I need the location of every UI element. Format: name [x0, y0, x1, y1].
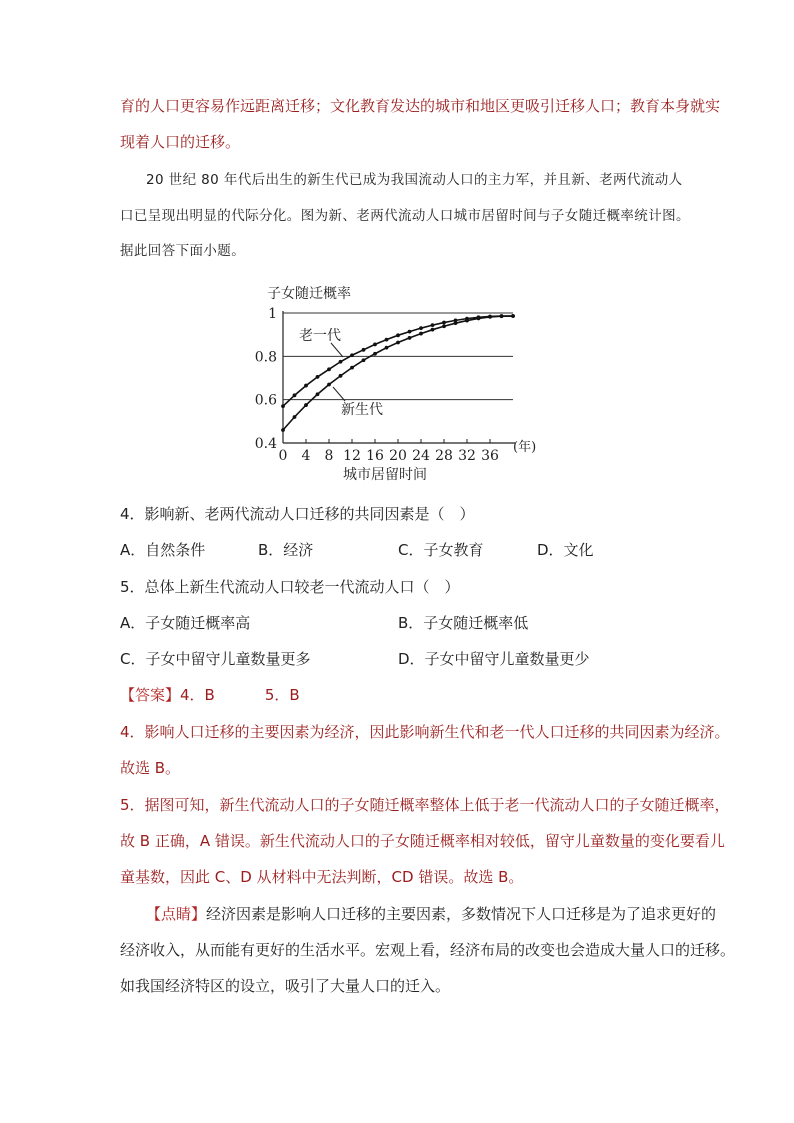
data-point — [442, 321, 446, 325]
chart-ylabel: 子女随迁概率 — [267, 286, 351, 302]
answer-5: 5．B — [264, 686, 300, 704]
q5-option-d: D．子女中留守儿童数量更少 — [398, 650, 590, 668]
explain4-line-1: 4．影响人口迁移的主要因素为经济，因此影响新生代和老一代人口迁移的共同因素为经济。 — [120, 723, 730, 741]
q5-option-a: A．子女随迁概率高 — [120, 614, 251, 632]
y-tick-label: 0.4 — [255, 436, 277, 452]
chart-xlabel: 城市居留时间 — [343, 467, 427, 483]
line-chart — [255, 283, 545, 488]
data-point — [408, 330, 412, 334]
data-point — [431, 328, 435, 332]
q4-option-c: C．子女教育 — [398, 541, 484, 559]
data-point — [442, 324, 446, 328]
q4-option-a: A．自然条件 — [120, 541, 206, 559]
data-point — [500, 314, 504, 318]
data-point — [350, 353, 354, 357]
x-tick-label: 4 — [301, 448, 311, 464]
data-point — [316, 392, 320, 396]
q5-option-b: B．子女随迁概率低 — [398, 614, 529, 632]
data-point — [408, 336, 412, 340]
answer-tag: 【答案】 — [120, 686, 181, 704]
data-point — [465, 319, 469, 323]
x-tick-label: 28 — [435, 448, 453, 464]
leader-old — [331, 343, 343, 357]
chart-x-unit: (年) — [513, 440, 537, 455]
q4-option-d: D．文化 — [537, 541, 594, 559]
data-point — [419, 332, 423, 336]
data-point — [362, 358, 366, 362]
y-tick-label: 0.6 — [255, 392, 277, 409]
answer-4: 4．B — [180, 686, 215, 704]
x-tick-label: 16 — [366, 448, 384, 464]
x-tick-label: 8 — [324, 448, 334, 464]
explain5-line-2: 故 B 正确，A 错误。新生代流动人口的子女随迁概率相对较低，留守儿童数量的变化要看儿 — [120, 832, 725, 850]
x-tick-label: 12 — [343, 448, 361, 464]
data-point — [511, 314, 515, 318]
y-tick-label: 0.8 — [255, 349, 277, 366]
data-point — [431, 323, 435, 327]
answer-row — [120, 685, 300, 705]
y-tick-label: 1 — [268, 306, 277, 322]
explain5-line-3: 童基数，因此 C、D 从材料中无法判断，CD 错误。故选 B。 — [120, 868, 524, 886]
intro-line-1: 育的人口更容易作远距离迁移；文化教育发达的城市和地区更吸引迁移人口；教育本身就实 — [120, 97, 721, 115]
data-point — [316, 375, 320, 379]
series-label-old: 老一代 — [299, 328, 341, 344]
x-tick-label: 24 — [412, 448, 430, 464]
dianjing-line-3: 如我国经济特区的设立，吸引了大量人口的迁入。 — [120, 977, 451, 995]
data-point — [362, 348, 366, 352]
passage-line-1: 20 世纪 80 年代后出生的新生代已成为我国流动人口的主力军，并且新、老两代流动人 — [146, 172, 683, 188]
data-point — [350, 366, 354, 370]
q4-stem: 4．影响新、老两代流动人口迁移的共同因素是（ ） — [120, 505, 475, 523]
dianjing-line-1 — [146, 904, 716, 924]
dianjing-tag: 【点睛】 — [146, 905, 207, 923]
passage-line-2: 口已呈现出明显的代际分化。图为新、老两代流动人口城市居留时间与子女随迁概率统计图。 — [120, 208, 690, 224]
data-point — [304, 384, 308, 388]
data-point — [339, 374, 343, 378]
data-point — [327, 367, 331, 371]
data-point — [385, 338, 389, 342]
data-point — [327, 383, 331, 387]
data-point — [281, 404, 285, 408]
x-tick-label: 32 — [458, 448, 476, 464]
data-point — [339, 360, 343, 364]
data-point — [396, 341, 400, 345]
data-point — [419, 326, 423, 330]
x-tick-label: 0 — [278, 448, 288, 464]
data-point — [293, 393, 297, 397]
explain4-line-2: 故选 B。 — [120, 759, 181, 777]
x-tick-label: 36 — [481, 448, 499, 464]
data-point — [373, 343, 377, 347]
q5-option-c: C．子女中留守儿童数量更多 — [120, 650, 311, 668]
data-point — [396, 333, 400, 337]
q5-stem: 5．总体上新生代流动人口较老一代流动人口（ ） — [120, 578, 460, 596]
data-point — [454, 321, 458, 325]
passage-line-3: 据此回答下面小题。 — [120, 243, 246, 259]
series-label-new: 新生代 — [341, 402, 383, 418]
intro-line-2: 现着人口的迁移。 — [120, 133, 241, 151]
leader-new — [333, 387, 345, 401]
dianjing-text-1: 经济因素是影响人口迁移的主要因素，多数情况下人口迁移是为了追求更好的 — [206, 905, 717, 923]
data-point — [477, 317, 481, 321]
data-point — [304, 403, 308, 407]
dianjing-line-2: 经济收入，从而能有更好的生活水平。宏观上看，经济布局的改变也会造成大量人口的迁移。 — [120, 941, 736, 959]
data-point — [293, 415, 297, 419]
data-point — [373, 352, 377, 356]
chart-svg — [255, 283, 545, 488]
data-point — [385, 346, 389, 350]
q4-option-b: B．经济 — [258, 541, 314, 559]
explain5-line-1: 5．据图可知，新生代流动人口的子女随迁概率整体上低于老一代流动人口的子女随迁概率， — [120, 796, 730, 814]
data-point — [281, 428, 285, 432]
data-point — [488, 315, 492, 319]
x-tick-label: 20 — [389, 448, 407, 464]
